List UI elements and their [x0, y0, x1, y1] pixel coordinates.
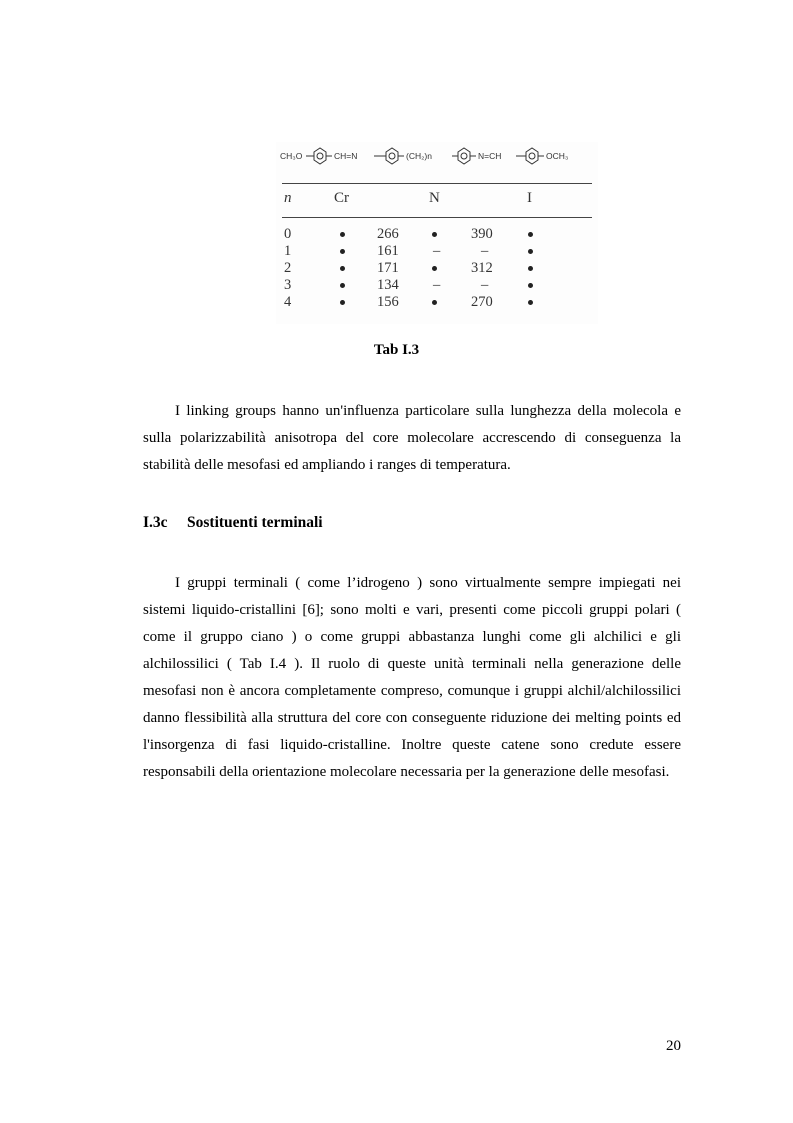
header-cr: Cr	[334, 190, 349, 206]
row-n: 2	[284, 260, 292, 276]
dot-i	[528, 232, 533, 237]
dot-i	[528, 249, 533, 254]
page-number: 20	[666, 1038, 681, 1054]
row-value-cr-n: 171	[377, 260, 399, 276]
row-n: 0	[284, 226, 292, 242]
section-title: Sostituenti terminali	[187, 514, 323, 531]
dot-i	[528, 266, 533, 271]
row-n: 3	[284, 277, 292, 293]
row-dash-n: –	[433, 277, 441, 293]
row-value-cr-n: 156	[377, 294, 399, 310]
row-value-n-i: –	[481, 277, 489, 293]
row-value-cr-n: 134	[377, 277, 399, 293]
section-heading	[143, 514, 323, 532]
dot-n	[432, 266, 437, 271]
table-top-rule	[282, 183, 592, 184]
dot-cr	[340, 283, 345, 288]
paragraph-terminal-groups: I gruppi terminali ( come l’idrogeno ) sono virtualmente sempre impiegati nei sistemi liquido-cristallini [6]; sono molti e vari, presenti come piccoli gruppi polari ( come il gruppo ciano ) o come gruppi abbastanza lunghi come gli alchilici e gli alchilossilici ( Tab I.4 ). Il ruolo di queste unità terminali nella generazione delle mesofasi non è ancora completamente compreso, comunque i gruppi alchil/alchilossilici danno flessibilità alla struttura del core con conseguente riduzione dei melting points ed l'insorgenza di fasi liquido-cristalline. Inoltre queste catene sono credute essere responsabili della orientazione molecolare necessaria per la generazione delle mesofasi.	[143, 575, 681, 780]
dot-i	[528, 300, 533, 305]
table-row	[276, 294, 598, 311]
row-value-n-i: –	[481, 243, 489, 259]
row-value-n-i: 390	[471, 226, 493, 242]
dot-n	[432, 232, 437, 237]
table-header-rule	[282, 217, 592, 218]
row-value-cr-n: 266	[377, 226, 399, 242]
dot-i	[528, 283, 533, 288]
formula-label-methoxy-left: CH₃O	[280, 151, 303, 161]
formula-label-methylene-chain: (CH₂)n	[406, 151, 432, 161]
table-row	[276, 226, 598, 243]
table-row	[276, 243, 598, 260]
transition-data-table	[276, 226, 598, 311]
dot-cr	[340, 300, 345, 305]
section-number: I.3c	[143, 514, 168, 531]
dot-n	[432, 300, 437, 305]
formula-label-imine-left: CH=N	[334, 151, 358, 161]
row-value-n-i: 270	[471, 294, 493, 310]
row-n: 4	[284, 294, 292, 310]
table-row	[276, 277, 598, 294]
header-i: I	[527, 190, 532, 206]
dot-cr	[340, 266, 345, 271]
row-dash-n: –	[433, 243, 441, 259]
formula-label-imine-right: N=CH	[478, 151, 502, 161]
table-row	[276, 260, 598, 277]
formula-label-methoxy-right: OCH₃	[546, 151, 569, 161]
row-value-cr-n: 161	[377, 243, 399, 259]
dot-cr	[340, 249, 345, 254]
dot-cr	[340, 232, 345, 237]
header-n-phase: N	[429, 190, 440, 206]
row-n: 1	[284, 243, 292, 259]
paragraph-linking-groups: I linking groups hanno un'influenza particolare sulla lunghezza della molecola e sulla polarizzabilità anisotropa del core molecolare accrescendo di conseguenza la stabilità delle mesofasi ed ampliando i ranges di temperatura.	[143, 403, 681, 473]
row-value-n-i: 312	[471, 260, 493, 276]
header-n: n	[284, 190, 292, 206]
table-caption: Tab I.3	[373, 342, 420, 358]
chemical-structure-formula	[276, 142, 598, 174]
